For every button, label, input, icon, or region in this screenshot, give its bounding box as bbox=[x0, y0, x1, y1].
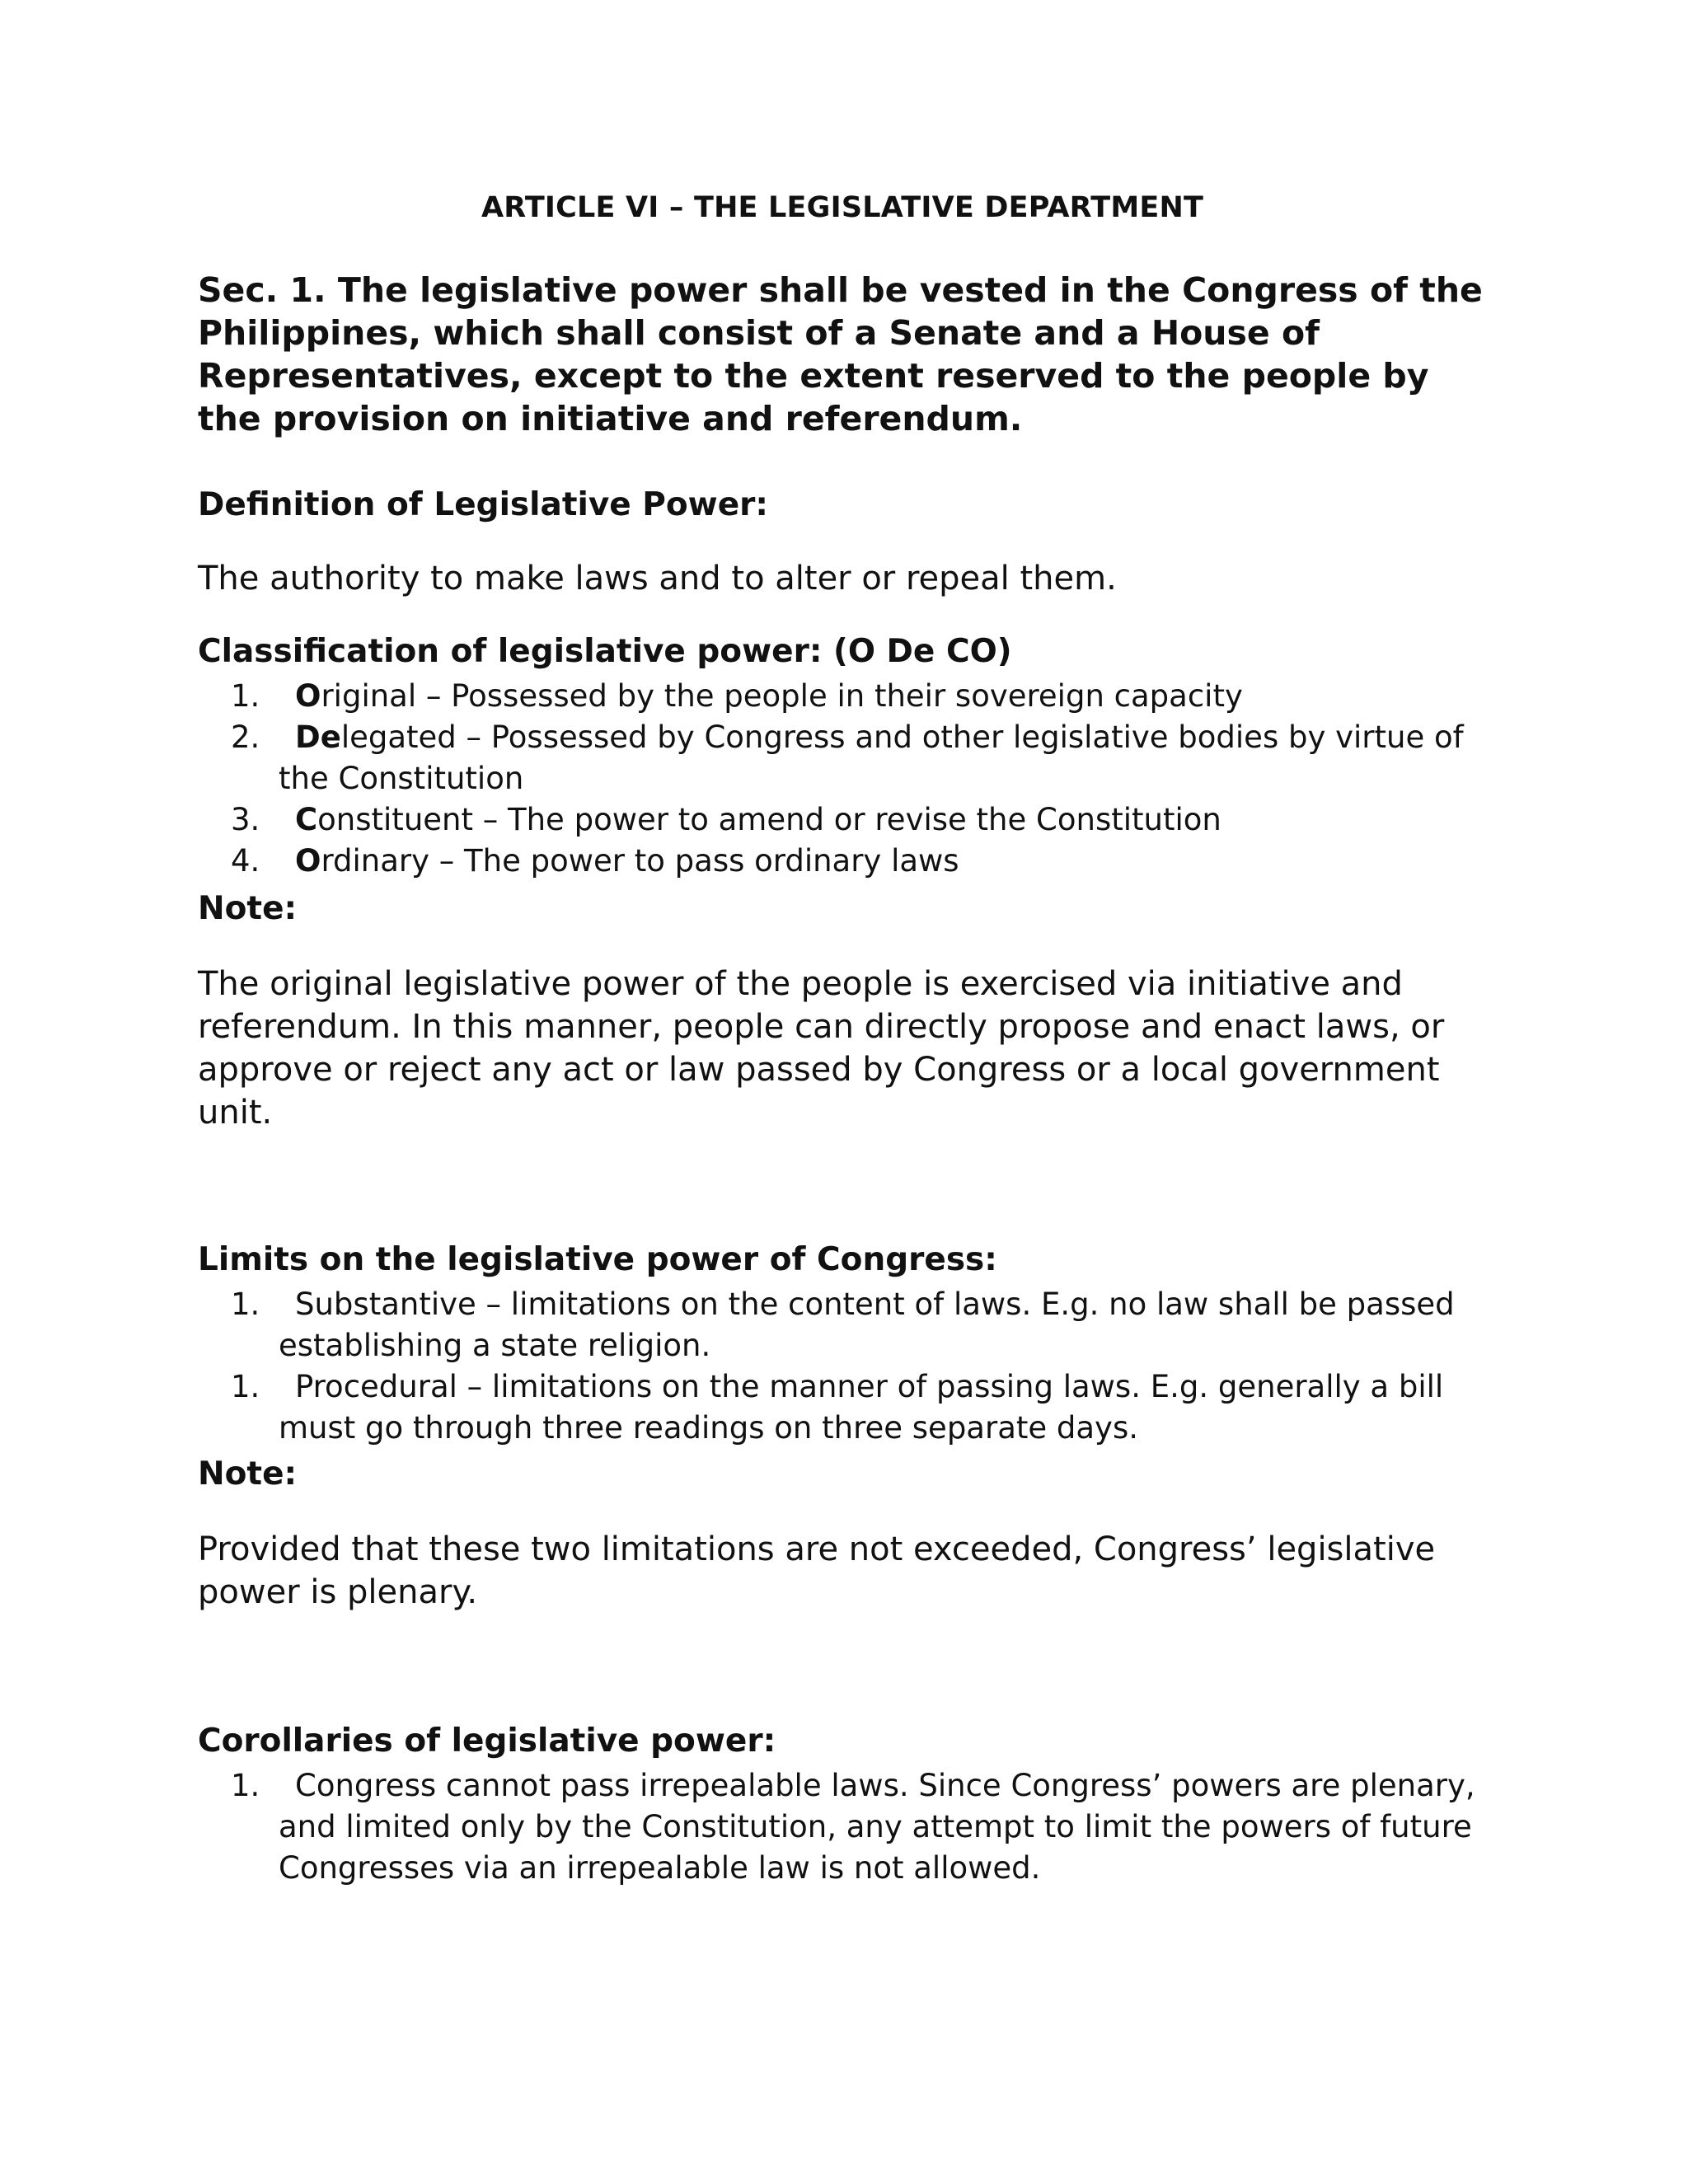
article-title: ARTICLE VI – THE LEGISLATIVE DEPARTMENT bbox=[481, 191, 1204, 224]
list-number: 1. bbox=[231, 1286, 260, 1322]
definition-heading: Definition of Legislative Power: bbox=[198, 486, 768, 523]
mnemonic-letter: O bbox=[295, 678, 321, 714]
list-item bbox=[198, 1366, 1500, 1449]
list-number: 1. bbox=[231, 678, 260, 714]
list-item bbox=[198, 1284, 1500, 1366]
list-item-text: Procedural – limitations on the manner of passing laws. E.g. generally a bill must go through three readings on three separate days. bbox=[279, 1369, 1444, 1446]
list-item-text: rdinary – The power to pass ordinary laws bbox=[321, 843, 959, 879]
classification-heading: Classification of legislative power: (O De CO) bbox=[198, 633, 1012, 670]
section-1-text: Sec. 1. The legislative power shall be vested in the Congress of the Philippines, which shall consist of a Senate and a House of Representatives, except to the extent reserved to the people by the provision on initiative and referendum. bbox=[198, 270, 1483, 438]
definition-text: The authority to make laws and to alter or repeal them. bbox=[198, 560, 1117, 598]
list-item-text: legated – Possessed by Congress and other legislative bodies by virtue of the Constitution bbox=[279, 719, 1464, 796]
list-item-text: onstituent – The power to amend or revise the Constitution bbox=[317, 802, 1221, 837]
mnemonic-letter: C bbox=[295, 802, 318, 837]
note-text: Provided that these two limitations are not exceeded, Congress’ legislative power is plenary. bbox=[198, 1530, 1436, 1611]
note-label: Note: bbox=[198, 1455, 298, 1493]
corollaries-heading: Corollaries of legislative power: bbox=[198, 1722, 776, 1760]
mnemonic-letter: De bbox=[295, 719, 341, 755]
list-item bbox=[198, 1765, 1500, 1889]
list-item-text: Congress cannot pass irrepealable laws. Since Congress’ powers are plenary, and limited only by the Constitution, any attempt to limit the powers of future Congresses via an irrepealable law is not allowed. bbox=[279, 1768, 1475, 1886]
corollaries-list bbox=[198, 1765, 1500, 1889]
limits-list bbox=[198, 1284, 1500, 1449]
list-item bbox=[198, 841, 1500, 882]
list-number: 3. bbox=[231, 802, 260, 837]
list-number: 1. bbox=[231, 1768, 260, 1803]
limits-heading: Limits on the legislative power of Congress: bbox=[198, 1241, 997, 1278]
classification-list bbox=[198, 676, 1500, 882]
list-item-text: riginal – Possessed by the people in their sovereign capacity bbox=[321, 678, 1243, 714]
mnemonic-letter: O bbox=[295, 843, 321, 879]
note-label: Note: bbox=[198, 890, 298, 927]
list-number: 1. bbox=[231, 1369, 260, 1404]
note-text: The original legislative power of the people is exercised via initiative and referendum. In this manner, people can directly propose and enact laws, or approve or reject any act or law passed by Congress or a local government unit. bbox=[198, 965, 1445, 1132]
list-item bbox=[198, 717, 1500, 799]
list-number: 2. bbox=[231, 719, 260, 755]
list-number: 4. bbox=[231, 843, 260, 879]
list-item bbox=[198, 799, 1500, 841]
list-item-text: Substantive – limitations on the content of laws. E.g. no law shall be passed establishing a state religion. bbox=[279, 1286, 1455, 1363]
list-item bbox=[198, 676, 1500, 717]
